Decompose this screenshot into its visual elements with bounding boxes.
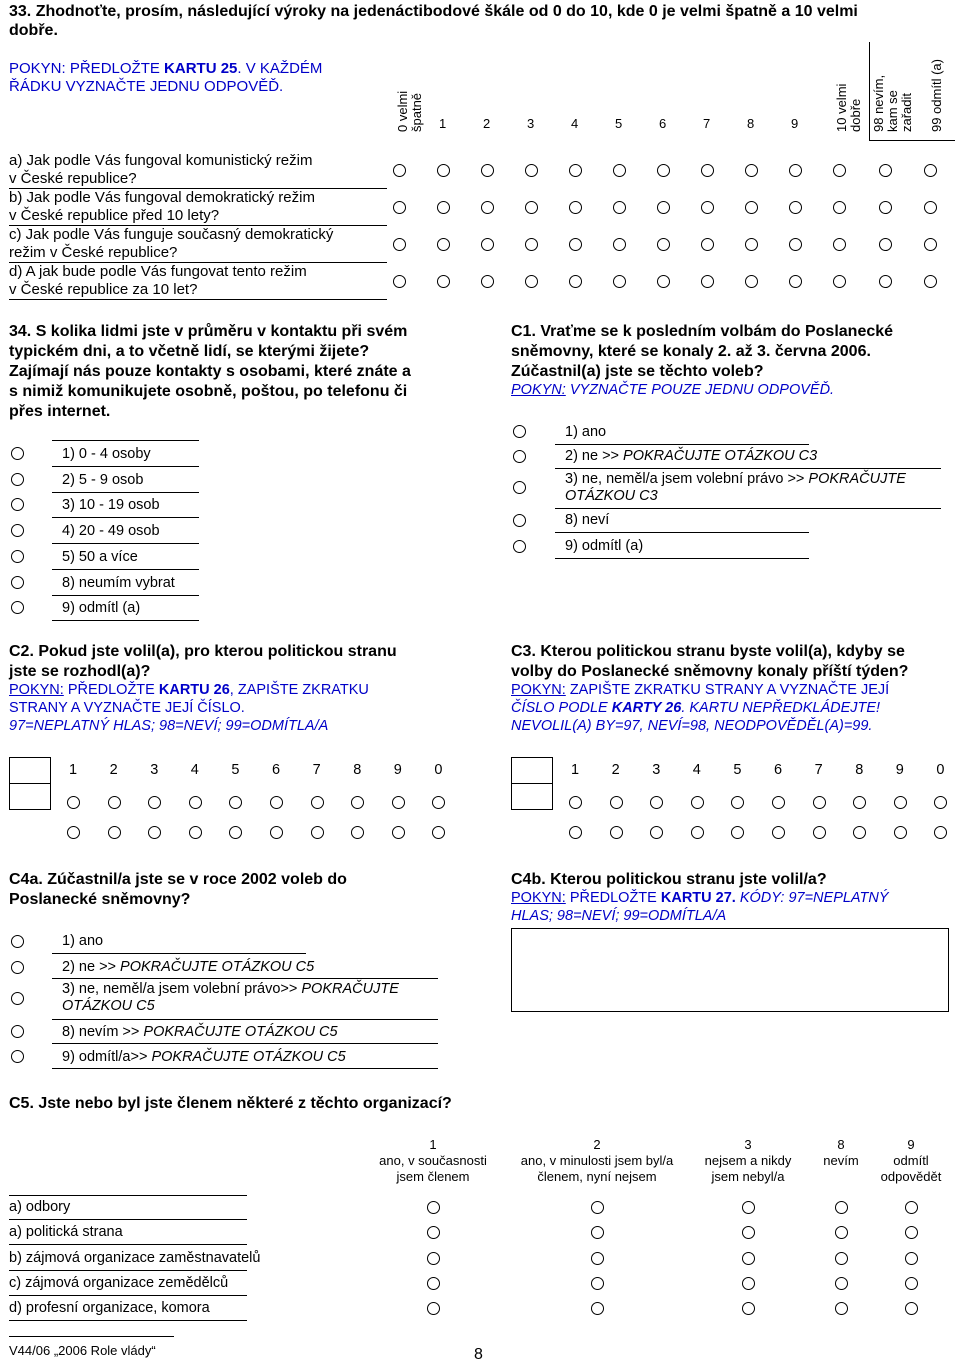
q33-scale-radio[interactable] — [833, 275, 846, 288]
c1-option-1-label: 1) ano — [565, 424, 607, 440]
c1-line3: Zúčastnil(a) jste se těchto voleb? — [511, 363, 764, 380]
c3-digit-label: 5 — [733, 762, 742, 778]
c5-column-label-line1: odmítl — [893, 1153, 929, 1168]
c4a-option-9-radio[interactable] — [11, 1050, 24, 1063]
q33-scale-radio[interactable] — [879, 275, 892, 288]
c5-radio[interactable] — [742, 1302, 755, 1315]
c5-column-label-line2: odpovědět — [880, 1169, 942, 1184]
c4a-rule-5 — [52, 1068, 438, 1069]
c4a-option-2-label: 2) ne >> POKRAČUJTE OTÁZKOU C5 — [62, 959, 315, 975]
q33-scale-radio[interactable] — [481, 275, 494, 288]
q33-scale-radio[interactable] — [569, 275, 582, 288]
c1-option-8-label: 8) neví — [565, 512, 610, 528]
c5-column-label-line1: nevím — [823, 1153, 859, 1168]
c2-digit-radio-units[interactable] — [189, 826, 202, 839]
q33-scale-radio[interactable] — [701, 275, 714, 288]
q33-scale-radio[interactable] — [569, 164, 582, 177]
c5-column-label-line1: ano, v minulosti jsem byl/a — [520, 1153, 674, 1168]
q33-row-label-line2: v České republice? — [9, 170, 137, 187]
c3-digit-radio-tens[interactable] — [853, 796, 866, 809]
footer-rule — [9, 1336, 174, 1337]
c4a-option-8-label: 8) nevím >> POKRAČUJTE OTÁZKOU C5 — [62, 1024, 338, 1040]
c5-radio[interactable] — [905, 1201, 918, 1214]
c5-radio[interactable] — [427, 1201, 440, 1214]
c5-radio[interactable] — [591, 1302, 604, 1315]
q33-scale-radio[interactable] — [525, 238, 538, 251]
c3-digit-radio-tens[interactable] — [691, 796, 704, 809]
c2-digit-radio-tens[interactable] — [67, 796, 80, 809]
q33-scale-label: 9 — [791, 116, 799, 131]
c2-digit-radio-tens[interactable] — [270, 796, 283, 809]
c3-digit-radio-units[interactable] — [894, 826, 907, 839]
q33-scale-radio[interactable] — [481, 238, 494, 251]
c4a-line2: Poslanecké sněmovny? — [9, 891, 191, 908]
c5-row-rule — [9, 1295, 247, 1296]
c2-party-abbrev-box-2[interactable] — [9, 783, 51, 810]
c4b-line1: C4b. Kterou politickou stranu jste volil/a? — [511, 871, 827, 888]
c5-column-label-line2: jsem členem — [396, 1169, 470, 1184]
c5-radio[interactable] — [835, 1277, 848, 1290]
c2-digit-label: 4 — [190, 762, 199, 778]
q33-instruction-line1: POKYN: PŘEDLOŽTE KARTU 25. V KAŽDÉM — [9, 60, 323, 77]
c3-digit-radio-units[interactable] — [610, 826, 623, 839]
c5-column-code: 1 — [429, 1137, 437, 1152]
q33-scale-label: 1 — [439, 116, 447, 131]
c2-digit-label: 9 — [393, 762, 402, 778]
q33-scale-radio[interactable] — [393, 201, 406, 214]
c1-option-9-radio[interactable] — [513, 540, 526, 553]
q34-option-rule — [52, 543, 199, 544]
c1-option-8-radio[interactable] — [513, 514, 526, 527]
c5-title: C5. Jste nebo byl jste členem některé z těchto organizací? — [9, 1095, 452, 1112]
c3-digit-radio-tens[interactable] — [650, 796, 663, 809]
q34-option-radio[interactable] — [11, 473, 24, 486]
c5-radio[interactable] — [742, 1226, 755, 1239]
c3-digit-radio-tens[interactable] — [934, 796, 947, 809]
c2-instruction-line1: POKYN: PŘEDLOŽTE KARTU 26, ZAPIŠTE ZKRATKU — [9, 682, 369, 698]
q33-row-label-line1: c) Jak podle Vás funguje současný demokratický — [9, 226, 334, 243]
c1-rule-3 — [555, 508, 941, 509]
q33-scale-label: 2 — [483, 116, 491, 131]
c4a-line1: C4a. Zúčastnil/a jste se v roce 2002 voleb do — [9, 871, 347, 888]
q33-scale-radio[interactable] — [879, 238, 892, 251]
q33-scale-radio[interactable] — [613, 201, 626, 214]
q33-scale-label: 6 — [659, 116, 667, 131]
c4a-option-1-label: 1) ano — [62, 933, 104, 949]
c2-digit-label: 2 — [109, 762, 118, 778]
q33-scale-radio[interactable] — [481, 201, 494, 214]
q33-scale-radio[interactable] — [745, 164, 758, 177]
c4a-rule-4 — [52, 1043, 438, 1044]
footer-left: V44/06 „2006 Role vlády“ — [9, 1343, 156, 1358]
q33-row-label-line2: režim v České republice? — [9, 244, 178, 261]
q33-scale-radio[interactable] — [789, 275, 802, 288]
c5-column-header — [861, 1137, 960, 1185]
c3-digit-label: 8 — [855, 762, 864, 778]
q33-scale-label: 5 — [615, 116, 623, 131]
q34-line1: 34. S kolika lidmi jste v průměru v kontaktu při svém — [9, 323, 408, 340]
q33-scale-radio[interactable] — [613, 238, 626, 251]
q33-scale-radio[interactable] — [437, 275, 450, 288]
q33-scale-radio[interactable] — [657, 164, 670, 177]
c5-radio[interactable] — [427, 1226, 440, 1239]
c4a-option-1-radio[interactable] — [11, 935, 24, 948]
c1-option-3-radio[interactable] — [513, 481, 526, 494]
q33-scale-radio[interactable] — [924, 238, 937, 251]
c4a-rule-2 — [52, 978, 438, 979]
c2-digit-radio-tens[interactable] — [108, 796, 121, 809]
c2-digit-radio-units[interactable] — [108, 826, 121, 839]
q33-scale-radio[interactable] — [789, 238, 802, 251]
q33-scale-radio[interactable] — [879, 164, 892, 177]
q34-option-label: 5) 50 a více — [62, 548, 138, 565]
q33-scale-radio[interactable] — [393, 275, 406, 288]
c3-digit-radio-units[interactable] — [934, 826, 947, 839]
q33-col10-header: 10 velmi dobře — [834, 83, 863, 132]
c5-radio[interactable] — [427, 1277, 440, 1290]
q34-option-rule — [52, 620, 199, 621]
q33-scale-radio[interactable] — [525, 201, 538, 214]
c5-row-rule — [9, 1244, 247, 1245]
q34-option-label: 2) 5 - 9 osob — [62, 471, 144, 488]
c3-digit-radio-units[interactable] — [772, 826, 785, 839]
c3-digit-label: 1 — [571, 762, 580, 778]
q33-scale-radio[interactable] — [437, 201, 450, 214]
q33-col0-header: 0 velmi špatně — [395, 90, 424, 132]
q33-scale-radio[interactable] — [569, 201, 582, 214]
c1-rule-2 — [555, 468, 941, 469]
c4a-option-3-radio[interactable] — [11, 992, 24, 1005]
c2-digit-radio-tens[interactable] — [392, 796, 405, 809]
c5-column-code: 8 — [837, 1137, 845, 1152]
c4b-instruction-line1: POKYN: PŘEDLOŽTE KARTU 27. KÓDY: 97=NEPLATNÝ — [511, 890, 889, 906]
c5-radio[interactable] — [905, 1277, 918, 1290]
q33-scale-radio[interactable] — [745, 238, 758, 251]
c1-rule-1 — [555, 444, 809, 445]
q33-scale-radio[interactable] — [745, 275, 758, 288]
c3-digit-label: 9 — [895, 762, 904, 778]
q33-scale-label: 4 — [571, 116, 579, 131]
c5-row-label: a) politická strana — [9, 1224, 123, 1241]
c5-radio[interactable] — [427, 1302, 440, 1315]
q33-scale-radio[interactable] — [525, 275, 538, 288]
q33-title-line1: 33. Zhodnoťte, prosím, následující výroky na jedenáctibodové škále od 0 do 10, kde 0 je velmi špatně a 10 velmi — [9, 3, 858, 20]
c3-digit-radio-units[interactable] — [569, 826, 582, 839]
q34-option-rule — [52, 466, 199, 467]
c1-line1: C1. Vraťme se k posledním volbám do Poslanecké — [511, 323, 894, 340]
q33-instruction-line2: ŘÁDKU VYZNAČTE JEDNU ODPOVĚĎ. — [9, 78, 284, 95]
c5-radio[interactable] — [835, 1226, 848, 1239]
page-number: 8 — [474, 1346, 483, 1363]
q33-scale-label: 3 — [527, 116, 535, 131]
c2-digit-label: 5 — [231, 762, 240, 778]
c2-digit-radio-units[interactable] — [311, 826, 324, 839]
c5-column-header — [363, 1137, 503, 1185]
q34-option-radio[interactable] — [11, 498, 24, 511]
c2-digit-radio-tens[interactable] — [189, 796, 202, 809]
q33-row-rule — [9, 299, 387, 300]
c3-digit-label: 3 — [652, 762, 661, 778]
c1-instruction: POKYN: VYZNAČTE POUZE JEDNU ODPOVĚĎ. — [511, 382, 835, 398]
c2-digit-radio-tens[interactable] — [351, 796, 364, 809]
c1-option-3-label: 3) ne, neměl/a jsem volební právo >> POKRAČUJTE OTÁZKOU C3 — [565, 471, 906, 504]
c5-radio[interactable] — [591, 1277, 604, 1290]
q33-scale-radio[interactable] — [833, 164, 846, 177]
q33-scale-radio[interactable] — [701, 164, 714, 177]
c5-column-code: 9 — [907, 1137, 915, 1152]
c5-top-rule — [9, 1195, 247, 1196]
q33-scale-radio[interactable] — [613, 164, 626, 177]
c2-digit-label: 1 — [69, 762, 78, 778]
c3-instruction-line3: NEVOLIL(A) BY=97, NEVÍ=98, NEODPOVĚDĚL(A)=99. — [511, 718, 873, 734]
q34-option-rule — [52, 517, 199, 518]
q33-row-label-line1: b) Jak podle Vás fungoval demokratický režim — [9, 189, 315, 206]
q34-option-rule — [52, 492, 199, 493]
c5-radio[interactable] — [835, 1252, 848, 1265]
q34-option-rule — [52, 595, 199, 596]
q33-scale-radio[interactable] — [613, 275, 626, 288]
q33-scale-radio[interactable] — [789, 164, 802, 177]
c3-digit-radio-units[interactable] — [853, 826, 866, 839]
c1-rule-5 — [555, 558, 809, 559]
q34-option-rule — [52, 569, 199, 570]
c5-column-label-line1: ano, v současnosti — [379, 1153, 487, 1168]
q33-scale-radio[interactable] — [569, 238, 582, 251]
c5-radio[interactable] — [835, 1302, 848, 1315]
c5-radio[interactable] — [591, 1226, 604, 1239]
c2-digit-radio-units[interactable] — [351, 826, 364, 839]
c4a-option-3-label: 3) ne, neměl/a jsem volební právo>> POKRAČUJTE OTÁZKOU C5 — [62, 981, 399, 1014]
c2-digit-radio-tens[interactable] — [148, 796, 161, 809]
c4b-instruction-line2: HLAS; 98=NEVÍ; 99=ODMÍTLA/A — [511, 908, 727, 924]
q33-scale-radio[interactable] — [924, 201, 937, 214]
c3-digit-label: 6 — [774, 762, 783, 778]
c1-option-1-radio[interactable] — [513, 425, 526, 438]
q34-option-label: 4) 20 - 49 osob — [62, 523, 160, 540]
q33-col98-header: 98 nevím, kam se zařadit — [871, 74, 914, 132]
c5-row-rule — [9, 1320, 247, 1321]
c3-digit-label: 7 — [814, 762, 823, 778]
c5-column-code: 2 — [593, 1137, 601, 1152]
c4a-option-2-radio[interactable] — [11, 961, 24, 974]
c3-digit-radio-tens[interactable] — [569, 796, 582, 809]
q33-scale-label: 8 — [747, 116, 755, 131]
q34-top-rule — [52, 440, 199, 441]
c5-row-rule — [9, 1270, 247, 1271]
q33-scale-radio[interactable] — [745, 201, 758, 214]
c2-digit-radio-units[interactable] — [392, 826, 405, 839]
q33-scale-radio[interactable] — [481, 164, 494, 177]
q34-option-radio[interactable] — [11, 550, 24, 563]
c5-column-label-line1: nejsem a nikdy — [704, 1153, 792, 1168]
q33-scale-radio[interactable] — [437, 164, 450, 177]
c1-option-2-label: 2) ne >> POKRAČUJTE OTÁZKOU C3 — [565, 448, 818, 464]
q33-scale-radio[interactable] — [657, 275, 670, 288]
c3-digit-radio-units[interactable] — [650, 826, 663, 839]
c3-digit-radio-units[interactable] — [813, 826, 826, 839]
c3-digit-radio-tens[interactable] — [731, 796, 744, 809]
q33-scale-radio[interactable] — [701, 238, 714, 251]
q34-option-label: 1) 0 - 4 osoby — [62, 446, 151, 462]
q33-scale-radio[interactable] — [833, 201, 846, 214]
c1-option-9-label: 9) odmítl (a) — [565, 538, 644, 554]
c5-column-label-line2: jsem nebyl/a — [711, 1169, 785, 1184]
q33-scale-radio[interactable] — [924, 164, 937, 177]
q33-scale-radio[interactable] — [924, 275, 937, 288]
c2-party-abbrev-box-1[interactable] — [9, 757, 51, 784]
q33-scale-label: 7 — [703, 116, 711, 131]
q33-row-label-line1: d) A jak bude podle Vás fungovat tento režim — [9, 263, 307, 280]
c5-radio[interactable] — [905, 1302, 918, 1315]
q33-scale-radio[interactable] — [701, 201, 714, 214]
c2-digit-label: 7 — [312, 762, 321, 778]
c2-line2: jste se rozhodl(a)? — [9, 663, 151, 680]
q34-line5: přes internet. — [9, 403, 111, 420]
c2-instruction-line3: 97=NEPLATNÝ HLAS; 98=NEVÍ; 99=ODMÍTLA/A — [9, 718, 329, 734]
c2-digit-radio-units[interactable] — [270, 826, 283, 839]
c4b-answer-box[interactable] — [511, 928, 949, 1012]
c3-party-abbrev-box-1[interactable] — [511, 757, 553, 784]
q33-scale-radio[interactable] — [525, 164, 538, 177]
c5-column-header — [507, 1137, 687, 1185]
q34-line2: typickém dni, a to včetně lidí, se kterými žijete? — [9, 343, 370, 360]
c5-radio[interactable] — [905, 1252, 918, 1265]
c2-digit-label: 6 — [272, 762, 281, 778]
c2-instruction-line2: STRANY A VYZNAČTE JEJÍ ČÍSLO. — [9, 700, 245, 716]
c5-row-label: c) zájmová organizace zemědělců — [9, 1274, 229, 1291]
c5-row-rule — [9, 1219, 247, 1220]
c4a-option-8-radio[interactable] — [11, 1025, 24, 1038]
c2-digit-radio-units[interactable] — [67, 826, 80, 839]
c5-column-code: 3 — [744, 1137, 752, 1152]
q33-row-label-line2: v České republice za 10 let? — [9, 281, 198, 298]
c5-row-label: b) zájmová organizace zaměstnavatelů — [9, 1249, 261, 1266]
c3-line2: volby do Poslanecké sněmovny konaly příští týden? — [511, 663, 909, 680]
q33-row-label-line1: a) Jak podle Vás fungoval komunistický režim — [9, 152, 313, 169]
q34-option-radio[interactable] — [11, 524, 24, 537]
q33-header-rule — [869, 140, 955, 141]
c5-radio[interactable] — [835, 1201, 848, 1214]
c1-line2: sněmovny, které se konaly 2. až 3. června 2006. — [511, 343, 871, 360]
q33-scale-radio[interactable] — [657, 201, 670, 214]
q33-scale-radio[interactable] — [657, 238, 670, 251]
c3-digit-label: 0 — [936, 762, 945, 778]
q33-col99-header: 99 odmítl (a) — [929, 59, 944, 132]
c2-digit-radio-tens[interactable] — [432, 796, 445, 809]
c3-instruction-line2: ČÍSLO PODLE KARTY 26. KARTU NEPŘEDKLÁDEJTE! — [511, 700, 881, 716]
c4a-rule-3 — [52, 1019, 438, 1020]
q34-option-radio[interactable] — [11, 576, 24, 589]
c4a-option-9-label: 9) odmítl/a>> POKRAČUJTE OTÁZKOU C5 — [62, 1049, 346, 1065]
c3-digit-label: 2 — [611, 762, 620, 778]
q33-scale-radio[interactable] — [437, 238, 450, 251]
c3-digit-label: 4 — [692, 762, 701, 778]
q33-col-divider — [869, 42, 870, 140]
q34-option-label: 8) neumím vybrat — [62, 574, 175, 591]
q33-scale-radio[interactable] — [833, 238, 846, 251]
c3-party-abbrev-box-2[interactable] — [511, 783, 553, 810]
c2-digit-radio-tens[interactable] — [311, 796, 324, 809]
q33-row-label-line2: v České republice před 10 lety? — [9, 207, 220, 224]
c5-radio[interactable] — [742, 1252, 755, 1265]
q34-option-label: 3) 10 - 19 osob — [62, 497, 160, 514]
c3-digit-radio-tens[interactable] — [813, 796, 826, 809]
c1-option-2-radio[interactable] — [513, 450, 526, 463]
c5-radio[interactable] — [742, 1277, 755, 1290]
q33-scale-radio[interactable] — [789, 201, 802, 214]
c4a-rule-1 — [52, 953, 306, 954]
c2-digit-radio-tens[interactable] — [229, 796, 242, 809]
c2-digit-radio-units[interactable] — [148, 826, 161, 839]
c2-digit-radio-units[interactable] — [432, 826, 445, 839]
q34-option-radio[interactable] — [11, 601, 24, 614]
c2-digit-label: 0 — [434, 762, 443, 778]
c3-digit-radio-tens[interactable] — [894, 796, 907, 809]
c2-digit-radio-units[interactable] — [229, 826, 242, 839]
q33-title-line2: dobře. — [9, 22, 58, 39]
q34-option-radio[interactable] — [11, 447, 24, 460]
c5-radio[interactable] — [742, 1201, 755, 1214]
c5-column-label-line2: členem, nyní nejsem — [537, 1169, 657, 1184]
q34-line4: s nimiž komunikujete osobně, poštou, po telefonu či — [9, 383, 408, 400]
c2-digit-label: 3 — [150, 762, 159, 778]
c3-digit-radio-tens[interactable] — [610, 796, 623, 809]
c2-digit-label: 8 — [353, 762, 362, 778]
c2-line1: C2. Pokud jste volil(a), pro kterou politickou stranu — [9, 643, 397, 660]
c1-rule-4 — [555, 532, 809, 533]
c5-radio[interactable] — [905, 1226, 918, 1239]
c5-row-label: a) odbory — [9, 1199, 71, 1215]
q34-line3: Zajímají nás pouze kontakty s osobami, které znáte a — [9, 363, 411, 380]
c3-digit-radio-units[interactable] — [731, 826, 744, 839]
c5-row-label: d) profesní organizace, komora — [9, 1300, 210, 1317]
c5-radio[interactable] — [591, 1201, 604, 1214]
c5-column-header — [688, 1137, 808, 1185]
c3-instruction-line1: POKYN: ZAPIŠTE ZKRATKU STRANY A VYZNAČTE JEJÍ — [511, 682, 890, 698]
q33-scale-radio[interactable] — [879, 201, 892, 214]
q33-scale-radio[interactable] — [393, 164, 406, 177]
c3-digit-radio-units[interactable] — [691, 826, 704, 839]
q33-scale-radio[interactable] — [393, 238, 406, 251]
c5-radio[interactable] — [427, 1252, 440, 1265]
c3-digit-radio-tens[interactable] — [772, 796, 785, 809]
c5-radio[interactable] — [591, 1252, 604, 1265]
q34-option-label: 9) odmítl (a) — [62, 600, 141, 617]
c3-line1: C3. Kterou politickou stranu byste volil(a), kdyby se — [511, 643, 905, 660]
